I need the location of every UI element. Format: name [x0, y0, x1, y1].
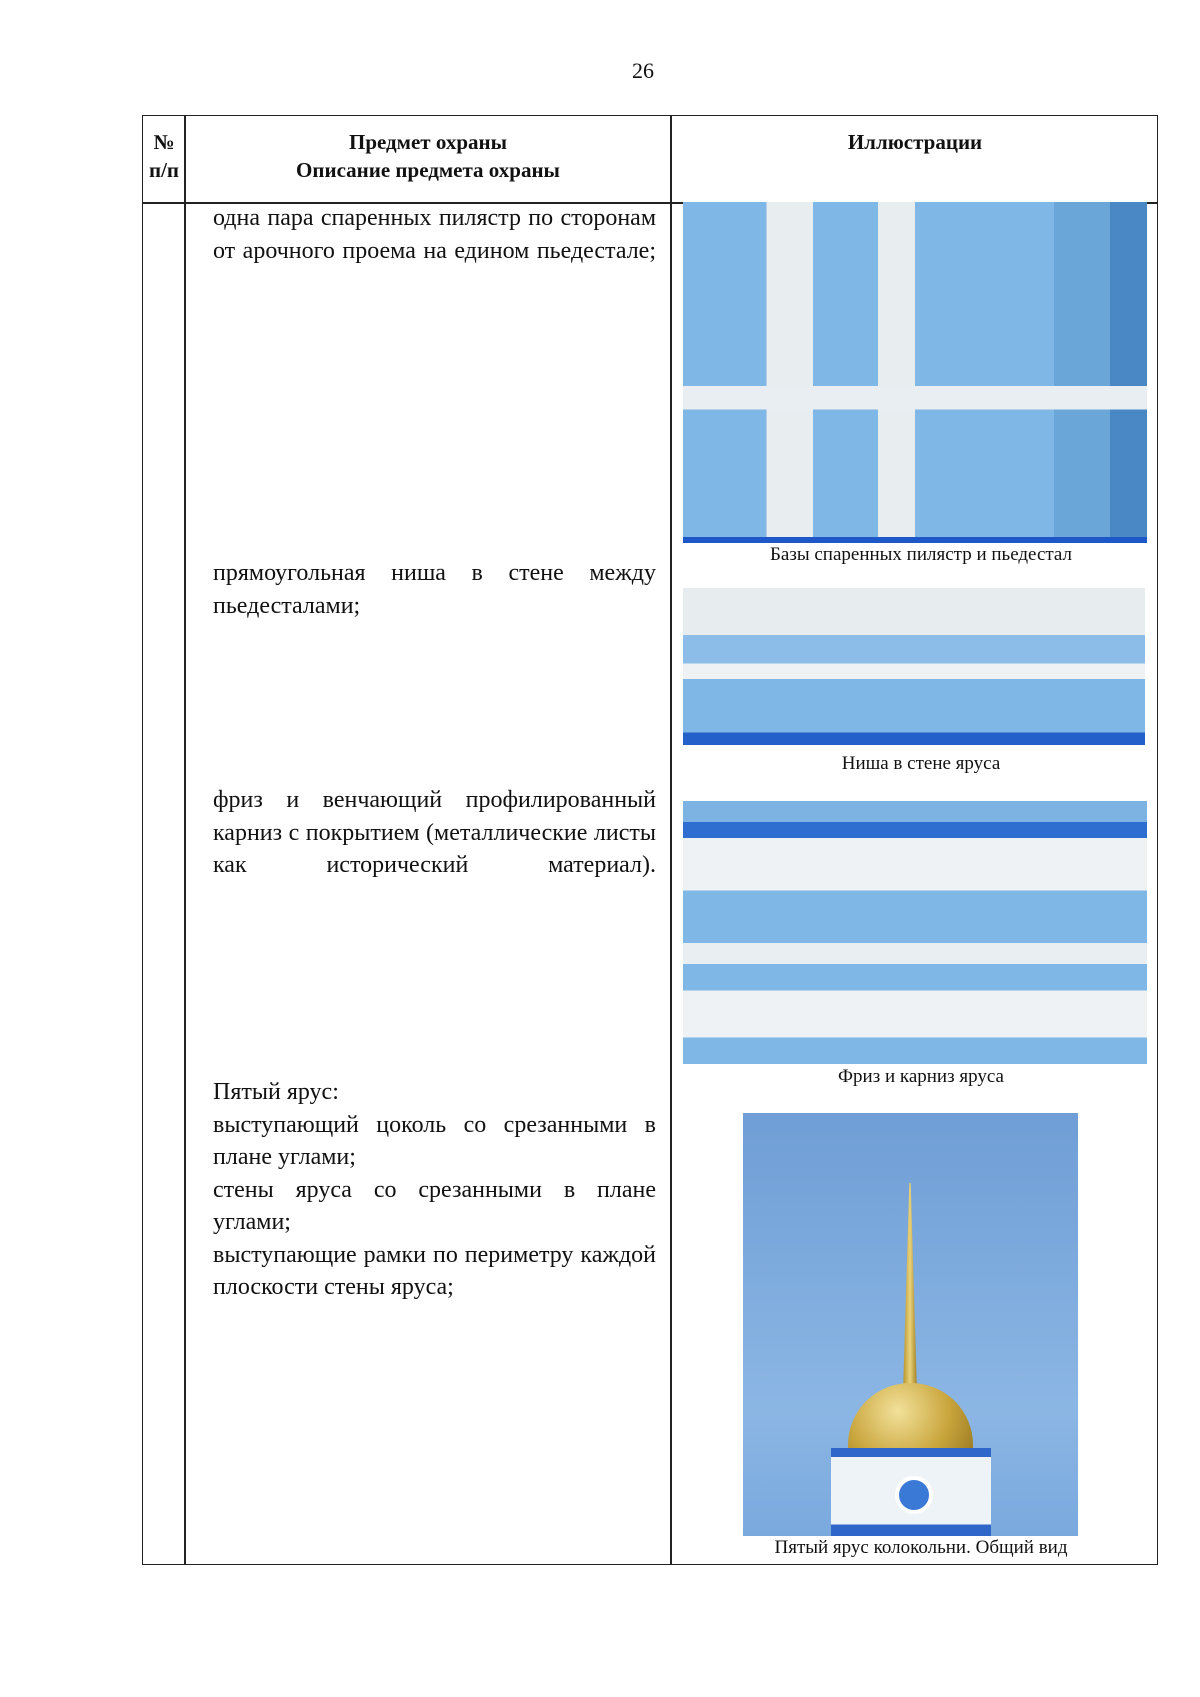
- photo-caption: Пятый ярус колокольни. Общий вид: [774, 1537, 1068, 1558]
- header-subject-line1: Предмет охраны: [348, 130, 508, 154]
- drum-shape: [831, 1448, 991, 1536]
- header-number-line2: п/п: [148, 158, 180, 182]
- dome-shape: [848, 1383, 973, 1453]
- description-block: [213, 1076, 656, 1304]
- protection-table: [142, 115, 1158, 1565]
- column-divider: [670, 116, 672, 1564]
- photo-caption: Фриз и карниз яруса: [838, 1066, 1004, 1087]
- description-paragraph: выступающие рамки по периметру каждой плоскости стены яруса;: [213, 1241, 656, 1300]
- tier-heading: Пятый ярус:: [213, 1079, 339, 1105]
- description-paragraph: прямоугольная ниша в стене между пьедесталами;: [213, 560, 656, 619]
- photo-wall-niche: [683, 588, 1145, 745]
- oculus-window: [895, 1476, 933, 1514]
- description-paragraph: одна пара спаренных пилястр по сторонам от арочного проема на едином пьедестале;: [213, 205, 656, 264]
- header-subject-line2: Описание предмета охраны: [296, 158, 560, 182]
- description-paragraph: фриз и венчающий профилированный карниз с покрытием (металлические листы как исторический материал).: [213, 787, 656, 878]
- page-number: 26: [632, 58, 654, 83]
- photo-caption: Ниша в стене яруса: [841, 753, 1001, 774]
- description-paragraph: выступающий цоколь со срезанными в плане углами;: [213, 1111, 656, 1170]
- photo-frieze-cornice: [683, 801, 1147, 1064]
- photo-fifth-tier: [743, 1113, 1078, 1536]
- header-number-line1: №: [153, 130, 175, 154]
- column-divider: [184, 116, 186, 1564]
- header-number: [143, 128, 185, 184]
- spire-shape: [903, 1183, 917, 1393]
- photo-caption: Базы спаренных пилястр и пьедестал: [769, 544, 1072, 565]
- photo-pilaster-bases: [683, 202, 1147, 543]
- header-illustrations: Иллюстрации: [847, 130, 983, 154]
- description-paragraph: стены яруса со срезанными в плане углами;: [213, 1176, 656, 1235]
- header-subject: [185, 128, 671, 184]
